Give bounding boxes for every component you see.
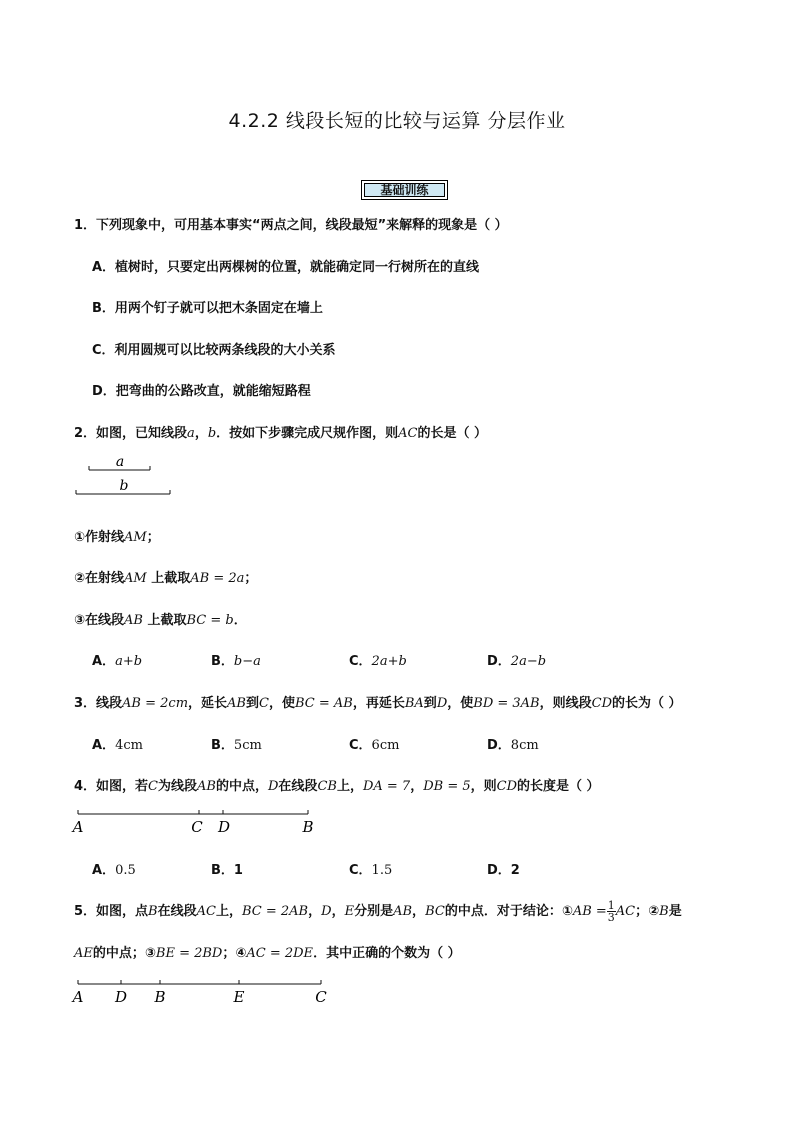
q3-text: 3．线段	[74, 696, 123, 711]
q5-math: B	[659, 904, 669, 919]
step-text: ；	[244, 571, 258, 586]
q5-stem-line-2	[74, 942, 461, 961]
option-label: B．	[211, 654, 234, 669]
option-value: 8cm	[510, 738, 539, 753]
q4-figure	[70, 808, 330, 838]
q5-text: 的中点；③	[92, 946, 156, 961]
q2-step-3	[74, 609, 247, 628]
option-label: A．	[92, 738, 116, 753]
q5-text: 在线段	[157, 904, 197, 919]
q5-text: ，	[412, 904, 426, 919]
q3-text: ，使	[268, 696, 295, 711]
q5-math: AB =	[572, 904, 607, 919]
q3-option-a	[92, 734, 143, 753]
q3-math: BC = AB	[294, 696, 353, 711]
q5-stem-line-1	[74, 900, 682, 923]
q4-math: DB = 5	[423, 779, 471, 794]
point-c-label: C	[315, 988, 327, 1006]
q5-math: AB	[393, 904, 413, 919]
section-heading-box	[361, 180, 448, 200]
point-d-label: D	[114, 988, 128, 1006]
q2-text: ．按如下步骤完成尺规作图，则	[216, 426, 399, 441]
q5-text: ．其中正确的个数为（ ）	[313, 946, 461, 961]
option-value: 1	[233, 863, 243, 878]
q1-stem: 1．下列现象中，可用基本事实“两点之间，线段最短”来解释的现象是（ ）	[74, 218, 508, 233]
step-math: AM	[124, 571, 147, 586]
step-text: ①作射线	[74, 530, 125, 545]
q5-math: AE	[74, 946, 93, 961]
step-text: ．	[233, 613, 247, 628]
q5-figure	[70, 978, 340, 1008]
q3-math: CD	[591, 696, 613, 711]
q2-option-d	[487, 650, 546, 669]
q2-var-ac: AC	[398, 426, 418, 441]
q2-step-1	[74, 526, 160, 545]
q3-text: ，使	[447, 696, 474, 711]
step-text: ③在线段	[74, 613, 125, 628]
point-e-label: E	[233, 988, 245, 1006]
q3-option-d	[487, 734, 539, 753]
step-math: AM	[124, 530, 147, 545]
q5-text: 是	[668, 904, 682, 919]
q3-text: ，则线段	[539, 696, 592, 711]
q3-option-c	[349, 734, 399, 753]
step-math: AB = 2a	[190, 571, 245, 586]
page-title: 4.2.2 线段长短的比较与运算 分层作业	[228, 110, 566, 132]
q5-text: 上，	[215, 904, 242, 919]
q1-option-d: D．把弯曲的公路改直，就能缩短路程	[92, 384, 311, 399]
q5-math: B	[148, 904, 158, 919]
label-b: b	[119, 478, 129, 494]
q3-math: BD = 3AB	[473, 696, 540, 711]
q4-text: ，则	[470, 779, 497, 794]
q5-text: ；④	[222, 946, 247, 961]
q3-text: ，再延长	[352, 696, 405, 711]
q2-text: ，	[194, 426, 208, 441]
q5-math: BE = 2BD	[155, 946, 223, 961]
q2-text: 的长是（ ）	[417, 426, 488, 441]
q3-text: 到	[423, 696, 437, 711]
fraction-denominator: 3	[607, 911, 615, 924]
option-value: a+b	[115, 654, 143, 669]
q1-option-b: B．用两个钉子就可以把木条固定在墙上	[92, 301, 323, 316]
step-text: 上截取	[151, 571, 191, 586]
q2-option-c	[349, 650, 407, 669]
label-a: a	[115, 454, 125, 470]
point-d-label: D	[217, 818, 231, 836]
q4-text: 在线段	[278, 779, 318, 794]
option-label: A．	[92, 654, 116, 669]
point-a-label: A	[72, 988, 84, 1006]
q2-step-2	[74, 567, 257, 586]
q3-stem	[74, 692, 682, 711]
q3-option-b	[211, 734, 262, 753]
point-c-label: C	[191, 818, 203, 836]
fraction-numerator: 1	[607, 899, 615, 912]
section-heading: 基础训练	[364, 183, 445, 197]
q3-math: AB	[227, 696, 246, 711]
q3-math: D	[436, 696, 448, 711]
q5-math: D	[321, 904, 332, 919]
q5-text: ，	[331, 904, 345, 919]
fraction-one-third	[607, 900, 616, 923]
q1-option-c: C．利用圆规可以比较两条线段的大小关系	[92, 343, 336, 358]
option-label: C．	[349, 863, 372, 878]
q4-text: 为线段	[158, 779, 198, 794]
q4-math: CB	[317, 779, 337, 794]
q3-text: 的长为（ ）	[612, 696, 682, 711]
step-text: ；	[146, 530, 160, 545]
q4-math: AB	[197, 779, 216, 794]
q4-option-a	[92, 859, 136, 878]
q5-math: AC = 2DE	[246, 946, 314, 961]
q5-math: AC	[615, 904, 636, 919]
q4-math: CD	[496, 779, 518, 794]
option-label: C．	[349, 738, 372, 753]
q4-math: C	[148, 779, 158, 794]
q4-option-c	[349, 859, 392, 878]
q2-option-a	[92, 650, 142, 669]
q4-stem	[74, 775, 600, 794]
step-text: ②在射线	[74, 571, 125, 586]
option-label: C．	[349, 654, 372, 669]
q5-text: 分别是	[354, 904, 394, 919]
q5-text: 5．如图，点	[74, 904, 149, 919]
q5-text: ，	[308, 904, 322, 919]
q4-text: ，	[410, 779, 424, 794]
option-label: D．	[487, 863, 511, 878]
option-label: A．	[92, 863, 116, 878]
option-value: 2a+b	[371, 654, 407, 669]
q4-text: 上，	[336, 779, 363, 794]
option-label: B．	[211, 738, 234, 753]
option-value: 0.5	[115, 863, 136, 878]
q5-math: E	[344, 904, 355, 919]
point-b-label: B	[302, 818, 314, 836]
step-math: AB	[124, 613, 143, 628]
option-value: 6cm	[371, 738, 400, 753]
q5-text: ；②	[635, 904, 660, 919]
option-label: D．	[487, 654, 511, 669]
point-b-label: B	[154, 988, 166, 1006]
q5-math: BC = 2AB	[241, 904, 309, 919]
q3-text: ，延长	[188, 696, 228, 711]
q2-var-b: b	[207, 426, 217, 441]
q2-stem	[74, 422, 487, 441]
q3-text: 到	[246, 696, 260, 711]
q4-text: 的中点，	[215, 779, 268, 794]
q2-var-a: a	[187, 426, 195, 441]
q4-option-d	[487, 859, 520, 878]
q4-math: D	[267, 779, 279, 794]
step-math: BC = b	[186, 613, 234, 628]
option-value: 4cm	[115, 738, 143, 753]
q5-text: 的中点．对于结论：①	[444, 904, 573, 919]
q3-math: BA	[404, 696, 424, 711]
option-value: 2a−b	[510, 654, 547, 669]
option-value: 5cm	[233, 738, 262, 753]
q4-option-b	[211, 859, 243, 878]
q4-math: DA = 7	[362, 779, 411, 794]
q4-text: 的长度是（ ）	[517, 779, 600, 794]
q3-math: C	[259, 696, 269, 711]
option-value: 1.5	[371, 863, 393, 878]
q2-figure	[70, 452, 180, 500]
point-a-label: A	[72, 818, 84, 836]
q1-option-a: A．植树时，只要定出两棵树的位置，就能确定同一行树所在的直线	[92, 260, 480, 275]
step-text: 上截取	[147, 613, 187, 628]
q2-text: 2．如图，已知线段	[74, 426, 188, 441]
option-label: B．	[211, 863, 234, 878]
q3-math: AB = 2cm	[122, 696, 189, 711]
q4-text: 4．如图，若	[74, 779, 149, 794]
option-value: b−a	[233, 654, 261, 669]
option-label: D．	[487, 738, 511, 753]
q5-math: BC	[425, 904, 445, 919]
q5-math: AC	[196, 904, 216, 919]
q2-option-b	[211, 650, 261, 669]
option-value: 2	[510, 863, 520, 878]
